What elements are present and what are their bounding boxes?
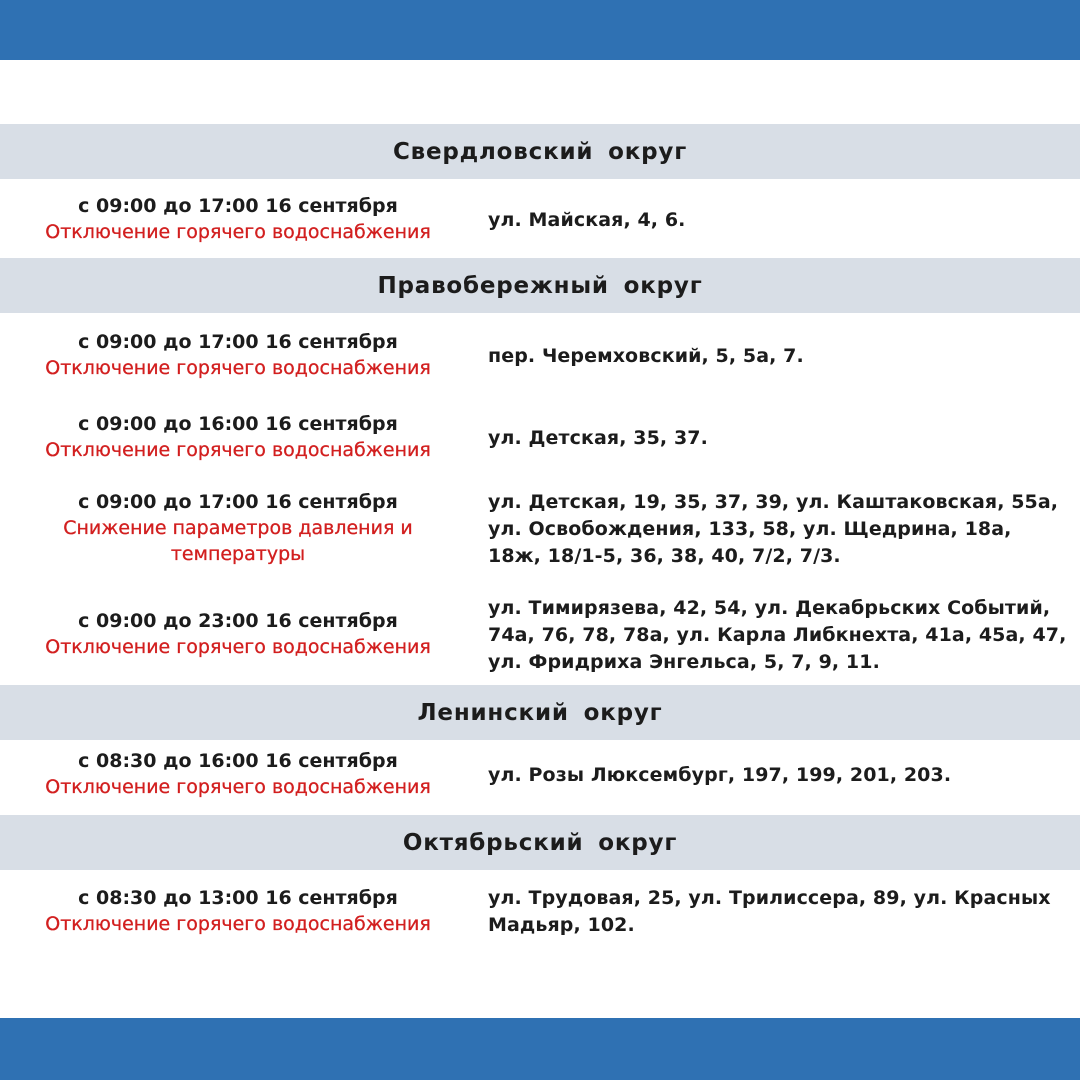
outage-when (18, 411, 458, 463)
outage-addresses: ул. Детская, 35, 37. (488, 427, 708, 449)
top-brand-bar (0, 0, 1080, 60)
outage-type: Отключение горячего водоснабжения (45, 357, 431, 379)
outage-time: с 09:00 до 17:00 16 сентября (78, 491, 398, 513)
outage-time: с 09:00 до 17:00 16 сентября (78, 195, 398, 217)
outage-when (18, 329, 458, 381)
outage-type: Отключение горячего водоснабжения (45, 776, 431, 798)
outage-when (18, 748, 458, 800)
section-header-pravoberezhny: Правобережный округ (0, 258, 1080, 313)
outage-time: с 09:00 до 16:00 16 сентября (78, 413, 398, 435)
outage-addresses: ул. Розы Люксембург, 197, 199, 201, 203. (488, 764, 952, 786)
outage-when (48, 489, 428, 567)
outage-type: Отключение горячего водоснабжения (45, 221, 431, 243)
outage-time: с 09:00 до 17:00 16 сентября (78, 331, 398, 353)
outage-when (18, 608, 458, 660)
outage-addresses: ул. Майская, 4, 6. (488, 209, 686, 231)
outage-addresses: пер. Черемховский, 5, 5а, 7. (488, 345, 804, 367)
outage-time: с 08:30 до 16:00 16 сентября (78, 750, 398, 772)
outage-addresses: ул. Трудовая, 25, ул. Трилиссера, 89, ул. Красных Мадьяр, 102. (488, 887, 1051, 936)
outage-when (18, 193, 458, 245)
outage-when (18, 885, 458, 937)
outage-addresses: ул. Тимирязева, 42, 54, ул. Декабрьских Событий, 74а, 76, 78, 78а, ул. Карла Либкнехта, 41а, 45а, 47, ул. Фридриха Энгельса, 5, 7, 9, 11. (488, 597, 1067, 673)
section-header-oktyabrsky: Октябрьский округ (0, 815, 1080, 870)
outage-type: Снижение параметров давления и температуры (63, 517, 413, 565)
outage-type: Отключение горячего водоснабжения (45, 913, 431, 935)
outage-addresses: ул. Детская, 19, 35, 37, 39, ул. Каштаковская, 55а, ул. Освобождения, 133, 58, ул. Щедрина, 18а, 18ж, 18/1-5, 36, 38, 40, 7/2, 7/3. (488, 491, 1059, 567)
outage-type: Отключение горячего водоснабжения (45, 439, 431, 461)
outage-type: Отключение горячего водоснабжения (45, 636, 431, 658)
section-header-leninsky: Ленинский округ (0, 685, 1080, 740)
outage-time: с 09:00 до 23:00 16 сентября (78, 610, 398, 632)
bottom-brand-bar (0, 1018, 1080, 1080)
outage-time: с 08:30 до 13:00 16 сентября (78, 887, 398, 909)
section-header-sverdlovsky: Свердловский округ (0, 124, 1080, 179)
